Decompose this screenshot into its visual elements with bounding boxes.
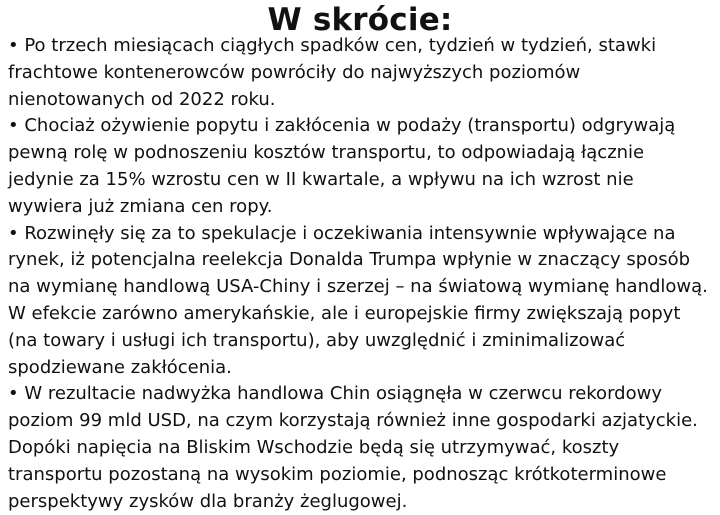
bullet-paragraph-2: • Chociaż ożywienie popytu i zakłócenia w podaży (transportu) odgrywają pewną rolę w podnoszeniu kosztów transportu, to odpowiadają łącznie jedynie za 15% wzrostu cen w II kwartale, a wpływu na ich wzrost nie wywiera już zmiana cen ropy. bbox=[8, 115, 676, 217]
bullet-paragraph-3: • Rozwinęły się za to spekulacje i oczekiwania intensywnie wpływające na rynek, iż potencjalna reelekcja Donalda Trumpa wpłynie w znaczący sposób na wymianę handlową USA-Chiny i szerzej – na światową wymianę handlową. W efekcie zarówno amerykańskie, ale i europejskie firmy zwiększają popyt (na towary i usługi ich transportu), aby uwzględnić i zminimalizować spodziewane zakłócenia. bbox=[8, 222, 708, 378]
page-title: W skrócie: bbox=[267, 2, 453, 38]
summary-body bbox=[8, 33, 712, 515]
bullet-paragraph-1: • Po trzech miesiącach ciągłych spadków cen, tydzień w tydzień, stawki frachtowe kontenerowców powróciły do najwyższych poziomów nienotowanych od 2022 roku. bbox=[8, 35, 657, 110]
bullet-paragraph-4: • W rezultacie nadwyżka handlowa Chin osiągnęła w czerwcu rekordowy poziom 99 mld USD, na czym korzystają również inne gospodarki azjatyckie. Dopóki napięcia na Bliskim Wschodzie będą się utrzymywać, koszty transportu pozostaną na wysokim poziomie, podnosząc krótkoterminowe perspektywy zysków dla branży żeglugowej. bbox=[8, 383, 698, 512]
